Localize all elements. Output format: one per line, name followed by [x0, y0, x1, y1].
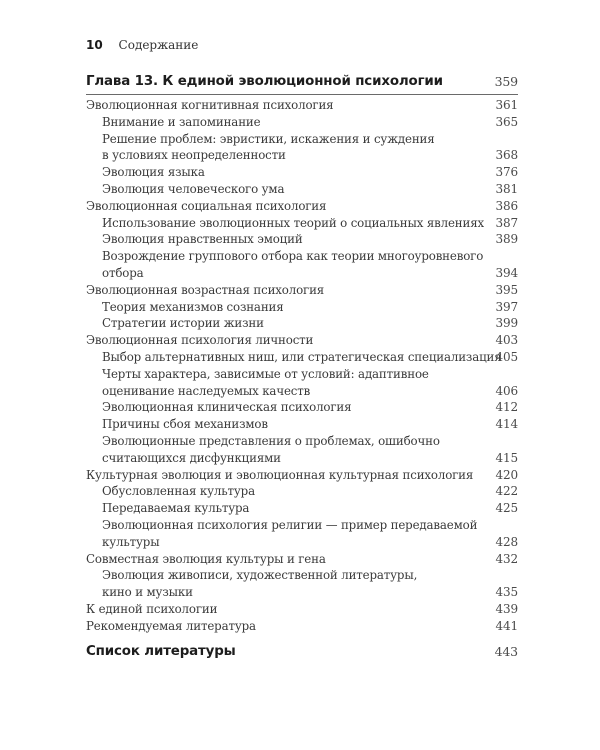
- toc-entry-title-line: Решение проблем: эвристики, искажения и суждения: [102, 131, 435, 146]
- toc-entry-title-line: кино и музыки: [102, 585, 193, 600]
- toc-entry-title: [102, 315, 264, 332]
- toc-entry[interactable]: [86, 198, 518, 215]
- toc-entry[interactable]: [86, 282, 518, 299]
- toc-entry-page: 381: [495, 181, 518, 196]
- toc-entry-title-line: Культурная эволюция и эволюционная культурная психология: [86, 467, 474, 482]
- toc-entry-page: 386: [495, 198, 518, 213]
- table-of-contents: [86, 73, 518, 661]
- toc-entry-title-line: Эволюция нравственных эмоций: [102, 232, 303, 247]
- toc-entry-title: [102, 567, 417, 601]
- toc-entry-title: [102, 164, 205, 181]
- toc-entry-title-line: Эволюционные представления о проблемах, ошибочно: [102, 433, 440, 448]
- toc-entry-page: 376: [495, 165, 518, 180]
- toc-entry-title: [102, 517, 477, 551]
- toc-entry[interactable]: [86, 131, 518, 165]
- toc-entry-page: 412: [495, 400, 518, 415]
- toc-entry-title-line: Теория механизмов сознания: [102, 299, 284, 314]
- toc-entry-page: 439: [495, 601, 518, 616]
- toc-entry[interactable]: [86, 483, 518, 500]
- toc-entry-title-line: Обусловленная культура: [102, 484, 255, 499]
- toc-entry-page: 435: [495, 585, 518, 600]
- toc-chapter[interactable]: [86, 73, 518, 95]
- toc-entry-page: 387: [495, 215, 518, 230]
- toc-entry[interactable]: [86, 231, 518, 248]
- toc-entry-title: [102, 483, 255, 500]
- toc-entry-page: 415: [495, 450, 518, 465]
- toc-entry-title: [102, 181, 284, 198]
- toc-entry-title-line: Эволюция живописи, художественной литературы,: [102, 568, 418, 583]
- toc-entry-title-line: Эволюционная психология личности: [86, 333, 314, 348]
- toc-entry[interactable]: [86, 618, 518, 635]
- toc-chapter-page: 359: [494, 74, 518, 89]
- toc-entry[interactable]: [86, 332, 518, 349]
- toc-entry-page: 406: [495, 383, 518, 398]
- toc-entry-title-line: Черты характера, зависимые от условий: адаптивное: [102, 366, 429, 381]
- toc-entry[interactable]: [86, 366, 518, 400]
- toc-entry-page: 405: [495, 349, 518, 364]
- toc-entry-title-line: Эволюционная возрастная психология: [86, 282, 325, 297]
- toc-entry[interactable]: [86, 467, 518, 484]
- toc-entry-title: [86, 601, 217, 618]
- toc-entry-page: 403: [495, 333, 518, 348]
- toc-entry-title-line: считающихся дисфункциями: [102, 450, 281, 465]
- toc-entry-page: 389: [495, 232, 518, 247]
- toc-entry[interactable]: [86, 215, 518, 232]
- toc-entry-title: [86, 97, 333, 114]
- toc-entry-title: [86, 618, 256, 635]
- toc-entry-title: [102, 215, 484, 232]
- toc-entry-title-line: оценивание наследуемых качеств: [102, 383, 311, 398]
- toc-entry-title: [86, 467, 473, 484]
- toc-entry-title-line: Эволюционная когнитивная психология: [86, 98, 334, 112]
- toc-entry-title: [102, 248, 483, 282]
- toc-entry-page: 394: [495, 265, 518, 280]
- toc-entry-page: 428: [495, 534, 518, 549]
- toc-entry-title: [86, 198, 326, 215]
- running-head: [86, 38, 198, 52]
- toc-entry-title: [86, 332, 313, 349]
- toc-entry[interactable]: [86, 164, 518, 181]
- toc-entry-title: [102, 416, 268, 433]
- toc-entry[interactable]: [86, 114, 518, 131]
- toc-entry[interactable]: [86, 181, 518, 198]
- toc-entry[interactable]: [86, 500, 518, 517]
- toc-entry[interactable]: [86, 97, 518, 114]
- toc-entry[interactable]: [86, 551, 518, 568]
- toc-entry-title: [102, 349, 502, 366]
- toc-entry-title-line: Причины сбоя механизмов: [102, 417, 268, 432]
- toc-entry-page: 420: [495, 467, 518, 482]
- toc-entry-title: [102, 299, 284, 316]
- toc-entry[interactable]: [86, 416, 518, 433]
- toc-entry-title: [102, 399, 351, 416]
- toc-entry[interactable]: [86, 601, 518, 618]
- toc-entry-page: 432: [495, 551, 518, 566]
- toc-entry-title-line: Эволюционная социальная психология: [86, 198, 327, 213]
- toc-bibliography[interactable]: [86, 643, 518, 661]
- toc-entry-title: [102, 114, 260, 131]
- toc-entry-title-line: Эволюционная клиническая психология: [102, 400, 352, 415]
- toc-entries: [86, 97, 518, 635]
- toc-entry-page: 395: [495, 282, 518, 297]
- toc-entry-title-line: культуры: [102, 534, 160, 549]
- toc-entry-page: 361: [495, 98, 518, 112]
- toc-entry-title-line: Возрождение группового отбора как теории многоуровневого: [102, 249, 484, 264]
- toc-entry-page: 425: [495, 501, 518, 516]
- toc-entry-page: 365: [495, 114, 518, 129]
- toc-entry-page: 368: [495, 148, 518, 163]
- toc-entry-title-line: Рекомендуемая литература: [86, 618, 256, 633]
- toc-entry[interactable]: [86, 315, 518, 332]
- toc-entry-title-line: Использование эволюционных теорий о социальных явлениях: [102, 215, 485, 230]
- toc-entry-title-line: отбора: [102, 265, 144, 280]
- toc-entry-title-line: в условиях неопределенности: [102, 148, 286, 163]
- page-number: 10: [86, 38, 103, 52]
- toc-entry[interactable]: [86, 433, 518, 467]
- toc-entry-title-line: К единой психологии: [86, 601, 218, 616]
- toc-entry[interactable]: [86, 517, 518, 551]
- toc-entry-title-line: Совместная эволюция культуры и гена: [86, 551, 326, 566]
- toc-entry-title: [102, 366, 429, 400]
- toc-chapter-title: Глава 13. К единой эволюционной психологии: [86, 74, 443, 89]
- toc-entry-page: 397: [495, 299, 518, 314]
- toc-entry-title-line: Передаваемая культура: [102, 501, 250, 516]
- toc-entry[interactable]: [86, 248, 518, 282]
- section-title: Содержание: [118, 38, 199, 52]
- toc-entry-title-line: Стратегии истории жизни: [102, 316, 264, 331]
- toc-entry-page: 399: [495, 316, 518, 331]
- toc-entry[interactable]: [86, 299, 518, 316]
- toc-entry-page: 441: [495, 618, 518, 633]
- toc-entry-title-line: Эволюционная психология религии — пример передаваемой: [102, 517, 478, 532]
- toc-entry-page: 414: [495, 417, 518, 432]
- toc-entry[interactable]: [86, 399, 518, 416]
- toc-entry-title: [102, 131, 435, 165]
- toc-bibliography-page: 443: [494, 643, 518, 659]
- toc-entry[interactable]: [86, 567, 518, 601]
- toc-entry[interactable]: [86, 349, 518, 366]
- toc-entry-title: [102, 231, 303, 248]
- toc-entry-title-line: Эволюция человеческого ума: [102, 181, 285, 196]
- toc-entry-title-line: Выбор альтернативных ниш, или стратегическая специализация: [102, 349, 502, 364]
- toc-bibliography-title: Список литературы: [86, 643, 236, 659]
- toc-entry-title: [86, 551, 326, 568]
- toc-entry-title-line: Внимание и запоминание: [102, 114, 261, 129]
- toc-entry-title-line: Эволюция языка: [102, 165, 205, 180]
- toc-entry-title: [102, 433, 440, 467]
- toc-entry-title: [102, 500, 249, 517]
- toc-entry-title: [86, 282, 324, 299]
- toc-entry-page: 422: [495, 484, 518, 499]
